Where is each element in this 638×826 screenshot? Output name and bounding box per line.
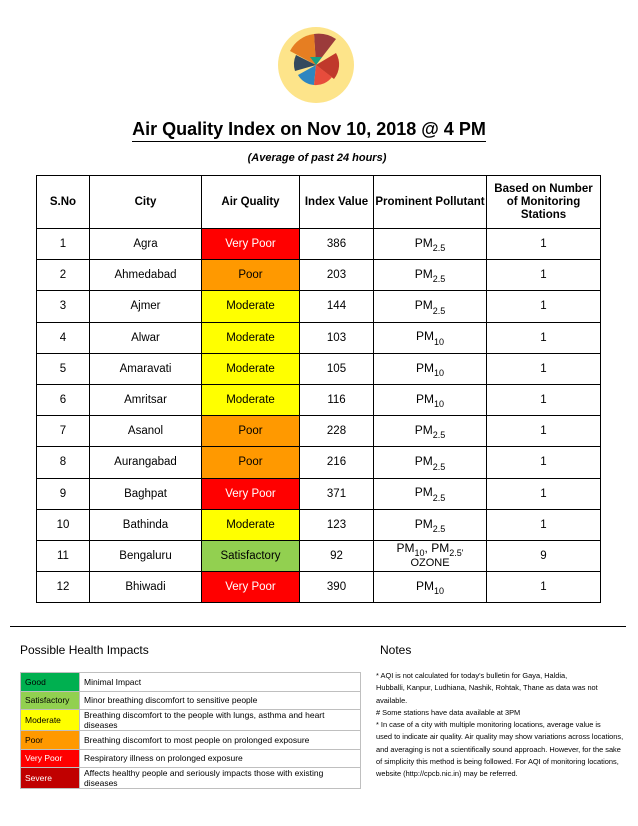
cell-sno: 7: [37, 416, 90, 447]
cell-pollutant: [374, 447, 487, 478]
cell-air-quality: Very Poor: [202, 478, 300, 509]
cell-stations: 1: [487, 322, 601, 353]
note-line: * AQI is not calculated for today's bulletin for Gaya, Haldia,: [376, 671, 568, 680]
cell-pollutant: [374, 572, 487, 603]
impact-description: Respiratory illness on prolonged exposure: [80, 749, 361, 768]
cell-index-value: 203: [300, 260, 374, 291]
impact-level: Poor: [21, 731, 80, 750]
cell-sno: 8: [37, 447, 90, 478]
impact-description: Minimal Impact: [80, 673, 361, 692]
pm-label: PM: [414, 235, 433, 250]
pm-sub: 2.5: [432, 430, 446, 441]
cell-air-quality: Satisfactory: [202, 540, 300, 571]
pm-sub: 2.5': [449, 548, 464, 559]
pm-sub: 2.5: [432, 274, 446, 285]
impact-description: Affects healthy people and seriously impacts those with existing diseases: [80, 768, 361, 789]
cell-index-value: 123: [300, 509, 374, 540]
aqi-table: [36, 175, 601, 603]
cell-stations: 1: [487, 353, 601, 384]
cell-pollutant: [374, 478, 487, 509]
cell-stations: 1: [487, 478, 601, 509]
cell-stations: 1: [487, 572, 601, 603]
health-impacts-table: [20, 672, 361, 789]
header-city: City: [90, 176, 202, 229]
cell-stations: 1: [487, 260, 601, 291]
cell-pollutant: [374, 353, 487, 384]
pm-label: PM: [415, 578, 434, 593]
cell-pollutant: [374, 322, 487, 353]
cell-air-quality: Moderate: [202, 353, 300, 384]
cell-sno: 9: [37, 478, 90, 509]
cell-sno: 2: [37, 260, 90, 291]
pm-sub: 2.5: [432, 243, 446, 254]
cell-sno: 4: [37, 322, 90, 353]
cell-index-value: 105: [300, 353, 374, 384]
cell-city: Bhiwadi: [90, 572, 202, 603]
health-impacts-title: Possible Health Impacts: [20, 643, 149, 657]
cell-sno: 10: [37, 509, 90, 540]
note-line: * In case of a city with multiple monitoring locations, average value is: [376, 720, 601, 730]
pm-sub: 2.5: [432, 305, 446, 316]
cell-pollutant: [374, 260, 487, 291]
impact-level: Good: [21, 673, 80, 692]
cell-index-value: 386: [300, 229, 374, 260]
cell-air-quality: Moderate: [202, 322, 300, 353]
cell-sno: 11: [37, 540, 90, 571]
pm-sub: 10: [433, 399, 444, 410]
cell-index-value: 228: [300, 416, 374, 447]
note-line: of simplicity this method is being followed. For AQI of monitoring locations,: [376, 757, 619, 767]
ozone-label: OZONE: [410, 557, 450, 570]
page-subtitle: (Average of past 24 hours): [247, 152, 387, 164]
cell-stations: 1: [487, 229, 601, 260]
cell-pollutant: [374, 229, 487, 260]
health-impact-row: [21, 691, 361, 710]
impact-description: Breathing discomfort to most people on prolonged exposure: [80, 731, 361, 750]
cell-sno: 5: [37, 353, 90, 384]
table-row: [37, 416, 601, 447]
health-impact-row: [21, 673, 361, 692]
table-row: [37, 353, 601, 384]
section-divider: [10, 626, 626, 627]
pm-label: PM: [415, 360, 434, 375]
cell-stations: 1: [487, 416, 601, 447]
pm-label: PM: [415, 391, 434, 406]
cell-sno: 12: [37, 572, 90, 603]
cell-index-value: 116: [300, 384, 374, 415]
cell-stations: 1: [487, 291, 601, 322]
cell-index-value: 144: [300, 291, 374, 322]
table-row: [37, 384, 601, 415]
cell-city: Amritsar: [90, 384, 202, 415]
cell-air-quality: Moderate: [202, 509, 300, 540]
pm-sub: 2.5: [432, 492, 446, 503]
cell-pollutant: [374, 416, 487, 447]
cell-air-quality: Very Poor: [202, 572, 300, 603]
cell-pollutant: [374, 540, 487, 571]
cell-city: Ajmer: [90, 291, 202, 322]
impact-level: Moderate: [21, 710, 80, 731]
cell-city: Ahmedabad: [90, 260, 202, 291]
cell-city: Alwar: [90, 322, 202, 353]
header-air-quality: Air Quality: [202, 176, 300, 229]
impact-level: Severe: [21, 768, 80, 789]
pm-label: PM: [414, 423, 433, 438]
cell-city: Bathinda: [90, 509, 202, 540]
notes-text: [376, 670, 624, 781]
cell-air-quality: Poor: [202, 447, 300, 478]
table-row: [37, 478, 601, 509]
table-header-row: [37, 176, 601, 229]
table-row: [37, 260, 601, 291]
cell-city: Bengaluru: [90, 540, 202, 571]
note-line: available.: [376, 695, 408, 705]
impact-level: Satisfactory: [21, 691, 80, 710]
cell-index-value: 371: [300, 478, 374, 509]
pm-label: PM: [396, 540, 415, 555]
cell-air-quality: Poor: [202, 416, 300, 447]
table-row: [37, 229, 601, 260]
cell-stations: 1: [487, 447, 601, 478]
impact-description: Minor breathing discomfort to sensitive people: [80, 691, 361, 710]
cell-stations: 1: [487, 509, 601, 540]
cell-pollutant: [374, 509, 487, 540]
table-row: [37, 291, 601, 322]
cell-air-quality: Moderate: [202, 291, 300, 322]
impact-description: Breathing discomfort to the people with lungs, asthma and heart diseases: [80, 710, 361, 731]
cell-pollutant: [374, 291, 487, 322]
cell-index-value: 216: [300, 447, 374, 478]
header-prominent-pollutant: Prominent Pollutant: [374, 176, 487, 229]
cell-stations: 9: [487, 540, 601, 571]
health-impact-row: [21, 731, 361, 750]
pm-label: PM: [415, 329, 434, 344]
pm-label: PM: [414, 454, 433, 469]
table-row: [37, 322, 601, 353]
pm-sep: ,: [424, 540, 428, 555]
cell-air-quality: Moderate: [202, 384, 300, 415]
impact-level: Very Poor: [21, 749, 80, 768]
pm-label: PM: [414, 516, 433, 531]
table-row: [37, 540, 601, 571]
note-line: website (http://cpcb.nic.in) may be referred.: [376, 769, 518, 779]
cell-air-quality: Poor: [202, 260, 300, 291]
header-monitoring-stations: Based on Number of Monitoring Stations: [487, 176, 601, 229]
note-line: Hubballi, Kanpur, Ludhiana, Nashik, Rohtak, Thane as data was not: [376, 683, 598, 693]
cell-index-value: 103: [300, 322, 374, 353]
cell-index-value: 92: [300, 540, 374, 571]
pm-label: PM: [414, 267, 433, 282]
pm-label: PM: [414, 485, 433, 500]
cell-city: Asanol: [90, 416, 202, 447]
pm-sub: 2.5: [432, 523, 446, 534]
note-line: and averaging is not a scientifically sound approach. However, for the sake: [376, 744, 621, 754]
pm-sub: 2.5: [432, 461, 446, 472]
cell-sno: 1: [37, 229, 90, 260]
pm-sub: 10: [433, 586, 444, 597]
health-impact-row: [21, 710, 361, 731]
table-row: [37, 447, 601, 478]
pm-label: PM: [431, 540, 450, 555]
pm-sub: 10: [414, 548, 425, 559]
pm-sub: 10: [433, 368, 444, 379]
aqi-logo: [278, 27, 354, 103]
pm-sub: 10: [433, 336, 444, 347]
header-index-value: Index Value: [300, 176, 374, 229]
note-line: used to indicate air quality. Air quality may show variations across locations,: [376, 732, 624, 742]
cell-city: Baghpat: [90, 478, 202, 509]
cell-city: Agra: [90, 229, 202, 260]
header-sno: S.No: [37, 176, 90, 229]
note-line: # Some stations have data available at 3PM: [376, 707, 521, 717]
cell-sno: 3: [37, 291, 90, 322]
health-impact-row: [21, 768, 361, 789]
page-title: Air Quality Index on Nov 10, 2018 @ 4 PM: [0, 119, 618, 140]
table-row: [37, 572, 601, 603]
cell-air-quality: Very Poor: [202, 229, 300, 260]
cell-city: Amaravati: [90, 353, 202, 384]
pm-label: PM: [414, 298, 433, 313]
cell-city: Aurangabad: [90, 447, 202, 478]
cell-sno: 6: [37, 384, 90, 415]
table-row: [37, 509, 601, 540]
notes-title: Notes: [380, 643, 412, 657]
cell-stations: 1: [487, 384, 601, 415]
cell-index-value: 390: [300, 572, 374, 603]
health-impact-row: [21, 749, 361, 768]
cell-pollutant: [374, 384, 487, 415]
